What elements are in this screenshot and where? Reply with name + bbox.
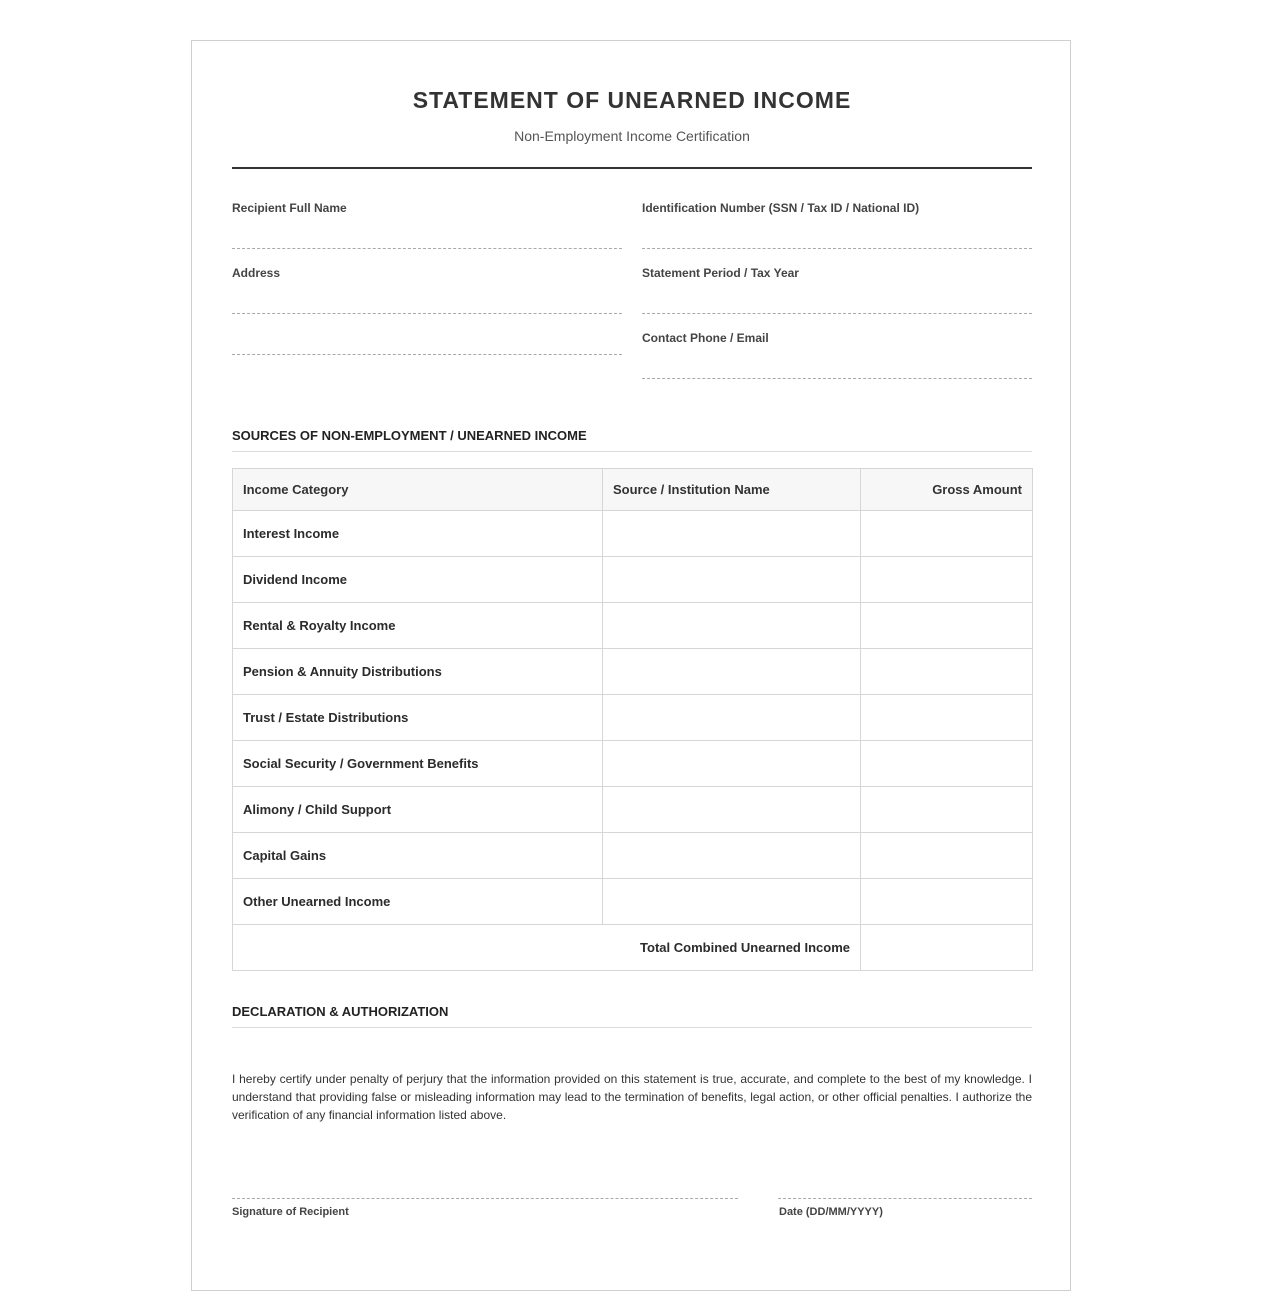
table-row xyxy=(233,879,1033,925)
table-row xyxy=(233,787,1033,833)
income-category: Trust / Estate Distributions xyxy=(233,695,603,741)
income-category: Interest Income xyxy=(233,511,603,557)
contact-line[interactable] xyxy=(642,378,1032,379)
income-category: Dividend Income xyxy=(233,557,603,603)
source-cell[interactable] xyxy=(603,511,861,557)
amount-cell[interactable] xyxy=(861,649,1033,695)
table-header-row xyxy=(233,469,1033,511)
table-row xyxy=(233,557,1033,603)
source-cell[interactable] xyxy=(603,603,861,649)
total-row xyxy=(233,925,1033,971)
amount-cell[interactable] xyxy=(861,833,1033,879)
contact-field[interactable] xyxy=(642,331,1032,345)
recipient-name-field[interactable] xyxy=(232,201,622,215)
table-row xyxy=(233,649,1033,695)
address-field[interactable] xyxy=(232,266,622,280)
source-cell[interactable] xyxy=(603,833,861,879)
source-cell[interactable] xyxy=(603,879,861,925)
table-row xyxy=(233,695,1033,741)
date-label: Date (DD/MM/YYYY) xyxy=(779,1206,883,1218)
title-divider xyxy=(232,167,1032,169)
date-line[interactable] xyxy=(778,1198,1032,1199)
total-amount-cell[interactable] xyxy=(861,925,1033,971)
sources-section-title: SOURCES OF NON-EMPLOYMENT / UNEARNED INCOME xyxy=(232,428,1032,452)
recipient-name-label: Recipient Full Name xyxy=(232,201,347,215)
table-row xyxy=(233,603,1033,649)
address-label: Address xyxy=(232,266,281,280)
income-category: Rental & Royalty Income xyxy=(233,603,603,649)
amount-cell[interactable] xyxy=(861,879,1033,925)
declaration-text: I hereby certify under penalty of perjury that the information provided on this statement is true, accurate, and complete to the best of my knowledge. I understand that providing false or misleading information may lead to the termination of benefits, legal action, or other official penalties. I authorize the verification of any financial information listed above. xyxy=(232,1072,1032,1122)
source-cell[interactable] xyxy=(603,695,861,741)
column-header: Source / Institution Name xyxy=(603,469,861,511)
source-cell[interactable] xyxy=(603,787,861,833)
amount-cell[interactable] xyxy=(861,695,1033,741)
address-line-2[interactable] xyxy=(232,354,622,355)
form-subtitle: Non-Employment Income Certification xyxy=(514,128,750,144)
income-category: Alimony / Child Support xyxy=(233,787,603,833)
declaration-section-title: DECLARATION & AUTHORIZATION xyxy=(232,1004,1032,1028)
signature-line[interactable] xyxy=(232,1198,738,1199)
income-category: Other Unearned Income xyxy=(233,879,603,925)
column-header: Gross Amount xyxy=(861,469,1033,511)
income-table xyxy=(232,468,1033,971)
column-header: Income Category xyxy=(233,469,603,511)
income-category: Capital Gains xyxy=(233,833,603,879)
source-cell[interactable] xyxy=(603,649,861,695)
table-row xyxy=(233,741,1033,787)
recipient-name-line[interactable] xyxy=(232,248,622,249)
total-label: Total Combined Unearned Income xyxy=(233,925,861,971)
form-title: STATEMENT OF UNEARNED INCOME xyxy=(412,87,852,113)
statement-period-field[interactable] xyxy=(642,266,1032,280)
signature-label: Signature of Recipient xyxy=(232,1206,349,1218)
table-row xyxy=(233,833,1033,879)
address-line-1[interactable] xyxy=(232,313,622,314)
amount-cell[interactable] xyxy=(861,557,1033,603)
statement-period-label: Statement Period / Tax Year xyxy=(642,266,799,280)
amount-cell[interactable] xyxy=(861,741,1033,787)
id-number-line[interactable] xyxy=(642,248,1032,249)
id-number-label: Identification Number (SSN / Tax ID / National ID) xyxy=(642,201,920,215)
income-category: Pension & Annuity Distributions xyxy=(233,649,603,695)
contact-label: Contact Phone / Email xyxy=(642,331,769,345)
id-number-field[interactable] xyxy=(642,201,1032,215)
source-cell[interactable] xyxy=(603,741,861,787)
table-row xyxy=(233,511,1033,557)
form-page xyxy=(191,40,1071,1291)
amount-cell[interactable] xyxy=(861,603,1033,649)
amount-cell[interactable] xyxy=(861,787,1033,833)
statement-period-line[interactable] xyxy=(642,313,1032,314)
source-cell[interactable] xyxy=(603,557,861,603)
amount-cell[interactable] xyxy=(861,511,1033,557)
income-category: Social Security / Government Benefits xyxy=(233,741,603,787)
